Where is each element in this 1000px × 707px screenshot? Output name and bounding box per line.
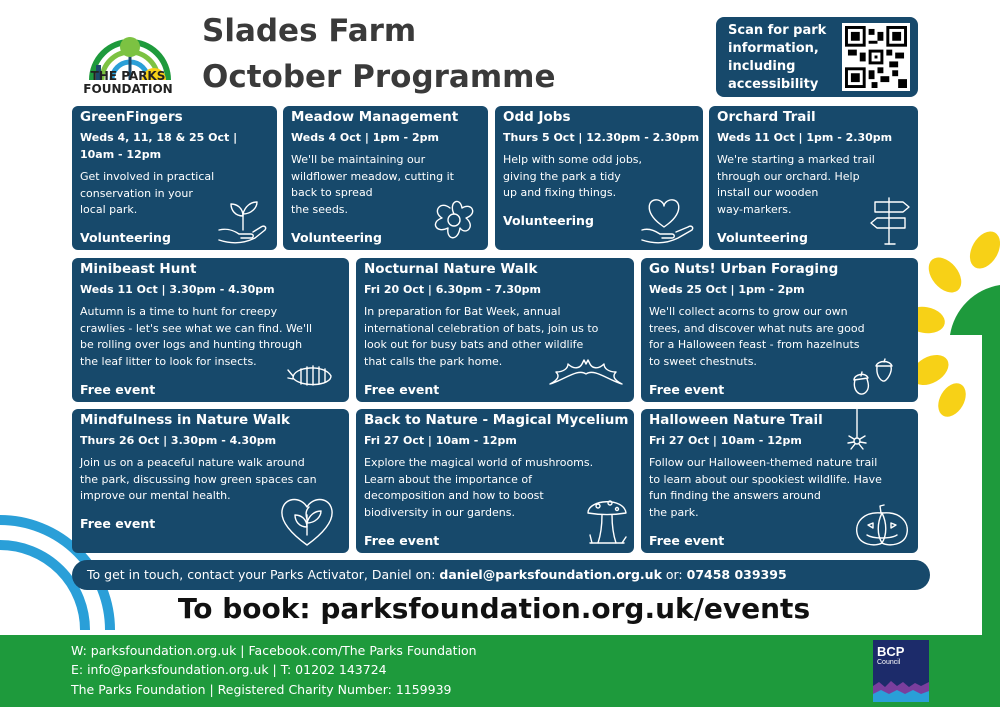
bcp-logo-subtext: Council <box>877 659 901 666</box>
event-title: Back to Nature - Magical Mycelium <box>364 412 629 428</box>
contact-phone[interactable]: 07458 039395 <box>686 567 787 582</box>
event-description: Join us on a peaceful nature walk around the park, discussing how green spaces can improve our mental health. <box>80 456 317 503</box>
event-time: Fri 27 Oct | 10am - 12pm <box>649 434 802 447</box>
event-tag: Free event <box>364 382 440 397</box>
event-tag: Volunteering <box>503 213 594 228</box>
event-time: Weds 11 Oct | 1pm - 2.30pm <box>717 131 893 144</box>
event-time: Fri 20 Oct | 6.30pm - 7.30pm <box>364 283 541 296</box>
event-card-orchard-trail[interactable] <box>709 106 918 250</box>
logo-wordmark <box>80 70 176 96</box>
scan-info-text: Scan for park information, including accessibility <box>728 23 827 92</box>
contact-bar <box>72 560 930 590</box>
pumpkin-icon <box>853 503 911 549</box>
booking-banner[interactable] <box>0 592 1000 625</box>
signpost-icon <box>869 194 911 246</box>
event-time: Weds 11 Oct | 3.30pm - 4.30pm <box>80 283 275 296</box>
event-card-halloween-nature-trail[interactable] <box>641 409 918 553</box>
event-tag: Free event <box>80 382 156 397</box>
logo-line-2: FOUNDATION <box>83 82 173 96</box>
event-tag: Free event <box>649 382 725 397</box>
bat-icon <box>546 350 626 396</box>
event-time: Weds 25 Oct | 1pm - 2pm <box>649 283 805 296</box>
event-tag: Free event <box>80 516 156 531</box>
event-description: Autumn is a time to hunt for creepy crawlies - let's see what we can find. We'll be rolling over logs and hunting through the leaf litter to look for insects. <box>80 305 313 368</box>
acorn-icon <box>846 358 902 400</box>
event-time: Weds 4, 11, 18 & 25 Oct | 10am - 12pm <box>80 131 238 161</box>
woodlouse-icon <box>287 358 337 394</box>
event-description: We'll be maintaining our wildflower meadow, cutting it back to spread the seeds. <box>291 153 454 216</box>
event-description: We're starting a marked trail through our orchard. Help install our wooden way-markers. <box>717 153 875 216</box>
contact-prefix: To get in touch, contact your Parks Activator, Daniel on: <box>87 567 440 582</box>
footer-email-line[interactable]: E: info@parksfoundation.org.uk | T: 01202 143724 <box>71 662 387 677</box>
event-description: Get involved in practical conservation in your local park. <box>80 170 215 217</box>
event-title: Halloween Nature Trail <box>649 412 823 428</box>
event-title: Orchard Trail <box>717 109 816 125</box>
event-title: Mindfulness in Nature Walk <box>80 412 291 428</box>
heart-leaf-icon <box>277 493 337 549</box>
event-card-greenfingers[interactable] <box>72 106 277 250</box>
contact-email-link[interactable]: daniel@parksfoundation.org.uk <box>439 567 662 582</box>
event-card-nocturnal-nature-walk[interactable] <box>356 258 634 402</box>
event-description: Help with some odd jobs, giving the park a tidy up and fixing things. <box>503 153 643 200</box>
page-title-programme: October Programme <box>202 59 556 95</box>
page-title-venue: Slades Farm <box>202 13 417 49</box>
mushroom-icon <box>584 493 630 549</box>
event-description: In preparation for Bat Week, annual international celebration of bats, join us to look out for busy bats and other wildlife that calls the park home. <box>364 305 599 368</box>
event-title: Go Nuts! Urban Foraging <box>649 261 839 277</box>
footer-charity-line: The Parks Foundation | Registered Charity Number: 1159939 <box>71 682 452 697</box>
event-time: Weds 4 Oct | 1pm - 2pm <box>291 131 439 144</box>
spider-icon <box>846 409 868 453</box>
qr-code[interactable] <box>842 23 910 91</box>
event-card-meadow-management[interactable] <box>283 106 488 250</box>
event-card-go-nuts-urban-foraging[interactable] <box>641 258 918 402</box>
event-title: Nocturnal Nature Walk <box>364 261 538 277</box>
footer <box>0 635 1000 707</box>
event-title: Minibeast Hunt <box>80 261 197 277</box>
heart-hand-icon <box>638 192 698 246</box>
event-tag: Volunteering <box>717 230 808 245</box>
event-tag: Free event <box>364 533 440 548</box>
hand-seedling-icon <box>215 194 269 246</box>
event-tag: Volunteering <box>80 230 171 245</box>
bcp-logo-text: BCP <box>877 644 905 659</box>
event-description: Explore the magical world of mushrooms. Learn about the importance of decomposition and how to boost biodiversity in our gardens. <box>364 456 594 519</box>
booking-text[interactable]: To book: parksfoundation.org.uk/events <box>177 592 811 625</box>
flower-icon <box>428 194 480 246</box>
event-card-mindfulness-in-nature-walk[interactable] <box>72 409 349 553</box>
bcp-logo-graphic <box>873 674 929 702</box>
event-description: We'll collect acorns to grow our own trees, and discover what nuts are good for a Halloween feast - from hazelnuts to sweet chestnuts. <box>649 305 865 368</box>
footer-web-line[interactable]: W: parksfoundation.org.uk | Facebook.com/The Parks Foundation <box>71 643 477 658</box>
event-title: GreenFingers <box>80 109 183 125</box>
event-card-minibeast-hunt[interactable] <box>72 258 349 402</box>
event-title: Odd Jobs <box>503 109 571 125</box>
event-tag: Volunteering <box>291 230 382 245</box>
event-card-odd-jobs[interactable] <box>495 106 703 250</box>
event-card-magical-mycelium[interactable] <box>356 409 634 553</box>
event-time: Fri 27 Oct | 10am - 12pm <box>364 434 517 447</box>
contact-or: or: <box>661 567 687 582</box>
logo-line-1: THE PARKS <box>90 69 166 83</box>
event-tag: Free event <box>649 533 725 548</box>
event-title: Meadow Management <box>291 109 459 125</box>
event-time: Thurs 26 Oct | 3.30pm - 4.30pm <box>80 434 277 447</box>
event-description: Follow our Halloween-themed nature trail to learn about our spookiest wildlife. Have fun finding the answers around the park. <box>649 456 882 519</box>
event-time: Thurs 5 Oct | 12.30pm - 2.30pm <box>503 131 700 144</box>
bcp-council-logo <box>873 640 929 702</box>
